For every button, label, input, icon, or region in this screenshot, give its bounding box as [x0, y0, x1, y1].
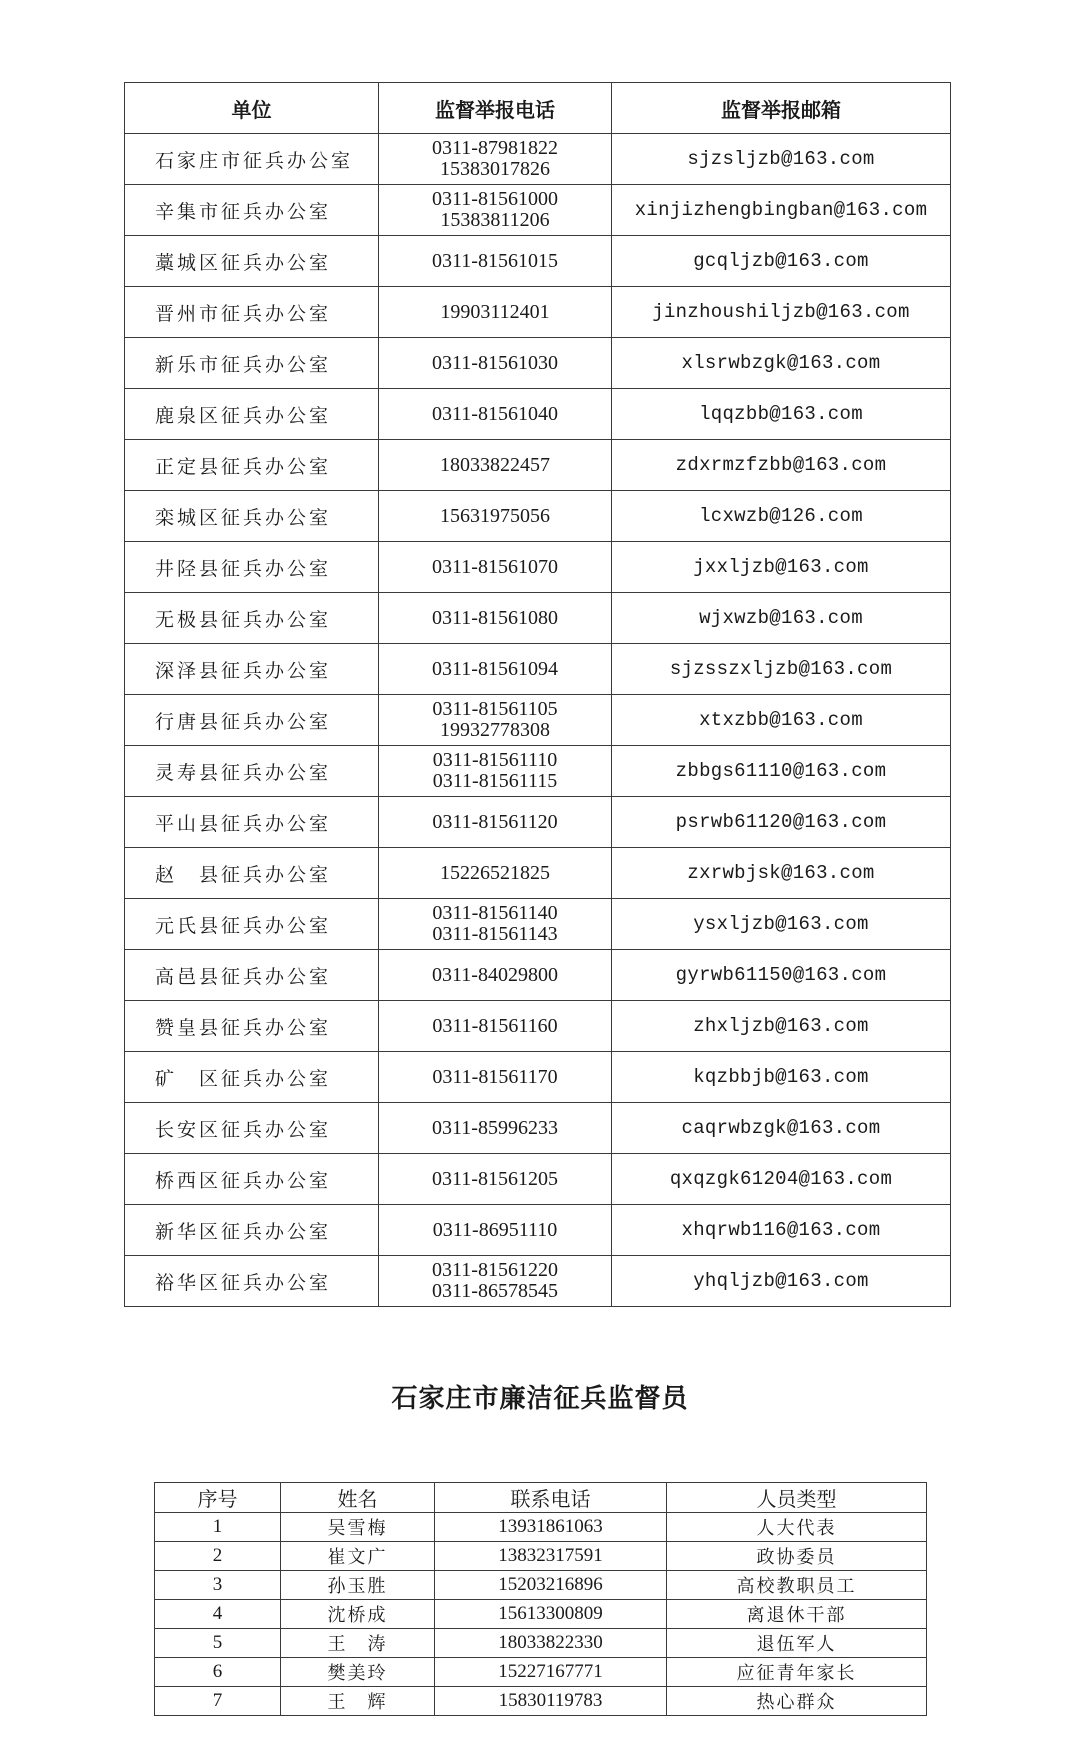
- table-row: [155, 1687, 927, 1716]
- phone-number: 0311-87981822: [432, 137, 558, 159]
- table-header: [155, 1483, 927, 1513]
- unit-cell: 新乐市征兵办公室: [125, 338, 379, 389]
- contact-phone-cell: 13832317591: [435, 1542, 667, 1571]
- phone-cell: [379, 593, 612, 644]
- email-cell: jinzhoushiljzb@163.com: [612, 287, 951, 338]
- unit-cell: 长安区征兵办公室: [125, 1103, 379, 1154]
- phone-number: 0311-81561000: [432, 188, 558, 210]
- table-header: [125, 83, 951, 134]
- table-row: [155, 1571, 927, 1600]
- supervisors-table: [154, 1482, 927, 1716]
- email-cell: lcxwzb@126.com: [612, 491, 951, 542]
- header-person-type: 人员类型: [667, 1483, 927, 1513]
- phone-number: 0311-84029800: [432, 963, 558, 986]
- unit-cell: 井陉县征兵办公室: [125, 542, 379, 593]
- unit-cell: 裕华区征兵办公室: [125, 1256, 379, 1307]
- email-cell: kqzbbjb@163.com: [612, 1052, 951, 1103]
- table-row: [155, 1513, 927, 1542]
- unit-cell: 矿 区征兵办公室: [125, 1052, 379, 1103]
- table-row: [125, 134, 951, 185]
- person-type-cell: 高校教职员工: [667, 1571, 927, 1600]
- email-cell: psrwb61120@163.com: [612, 797, 951, 848]
- name-cell: 崔文广: [281, 1542, 435, 1571]
- phone-number: 0311-81561110: [432, 749, 558, 771]
- name-cell: 王 涛: [281, 1629, 435, 1658]
- person-type-cell: 离退休干部: [667, 1600, 927, 1629]
- phone-cell: [379, 1154, 612, 1205]
- unit-cell: 晋州市征兵办公室: [125, 287, 379, 338]
- table-row: [125, 236, 951, 287]
- phone-number: 15631975056: [440, 504, 550, 527]
- number-cell: 6: [155, 1658, 281, 1687]
- unit-cell: 行唐县征兵办公室: [125, 695, 379, 746]
- phone-cell: [379, 287, 612, 338]
- phone-number: 19903112401: [440, 300, 550, 323]
- unit-cell: 无极县征兵办公室: [125, 593, 379, 644]
- email-cell: xinjizhengbingban@163.com: [612, 185, 951, 236]
- unit-cell: 石家庄市征兵办公室: [125, 134, 379, 185]
- table-row: [155, 1600, 927, 1629]
- table-row: [125, 797, 951, 848]
- person-type-cell: 热心群众: [667, 1687, 927, 1716]
- header-name: 姓名: [281, 1483, 435, 1513]
- contact-phone-cell: 18033822330: [435, 1629, 667, 1658]
- name-cell: 孙玉胜: [281, 1571, 435, 1600]
- unit-cell: 赵 县征兵办公室: [125, 848, 379, 899]
- unit-cell: 元氏县征兵办公室: [125, 899, 379, 950]
- table-row: [125, 1205, 951, 1256]
- email-cell: xtxzbb@163.com: [612, 695, 951, 746]
- phone-cell: [379, 1001, 612, 1052]
- table-row: [125, 1001, 951, 1052]
- table-row: [125, 746, 951, 797]
- phone-number-secondary: 0311-81561143: [432, 923, 558, 945]
- table-row: [155, 1629, 927, 1658]
- contact-phone-cell: 13931861063: [435, 1513, 667, 1542]
- table-row: [125, 848, 951, 899]
- name-cell: 王 辉: [281, 1687, 435, 1716]
- number-cell: 2: [155, 1542, 281, 1571]
- phone-cell: [379, 746, 612, 797]
- phone-cell: [379, 1205, 612, 1256]
- phone-number-secondary: 0311-86578545: [432, 1280, 558, 1302]
- table-row: [125, 1256, 951, 1307]
- person-type-cell: 退伍军人: [667, 1629, 927, 1658]
- unit-cell: 平山县征兵办公室: [125, 797, 379, 848]
- unit-cell: 深泽县征兵办公室: [125, 644, 379, 695]
- unit-cell: 赞皇县征兵办公室: [125, 1001, 379, 1052]
- phone-cell: [379, 338, 612, 389]
- phone-cell: [379, 542, 612, 593]
- phone-cell: [379, 899, 612, 950]
- phone-cell: [379, 236, 612, 287]
- phone-number-secondary: 19932778308: [440, 719, 550, 741]
- phone-cell: [379, 644, 612, 695]
- table-row: [155, 1658, 927, 1687]
- phone-number: 0311-81561205: [432, 1167, 558, 1190]
- email-cell: zbbgs61110@163.com: [612, 746, 951, 797]
- header-number: 序号: [155, 1483, 281, 1513]
- contact-phone-cell: 15227167771: [435, 1658, 667, 1687]
- phone-number: 0311-85996233: [432, 1116, 558, 1139]
- email-cell: xlsrwbzgk@163.com: [612, 338, 951, 389]
- email-cell: lqqzbb@163.com: [612, 389, 951, 440]
- email-cell: zhxljzb@163.com: [612, 1001, 951, 1052]
- unit-cell: 鹿泉区征兵办公室: [125, 389, 379, 440]
- phone-cell: [379, 950, 612, 1001]
- email-cell: ysxljzb@163.com: [612, 899, 951, 950]
- phone-cell: [379, 797, 612, 848]
- unit-cell: 新华区征兵办公室: [125, 1205, 379, 1256]
- supervision-contact-table: [124, 82, 951, 1307]
- phone-cell: [379, 695, 612, 746]
- email-cell: gyrwb61150@163.com: [612, 950, 951, 1001]
- table-row: [125, 287, 951, 338]
- person-type-cell: 人大代表: [667, 1513, 927, 1542]
- table-row: [125, 440, 951, 491]
- phone-number: 0311-81561170: [432, 1065, 558, 1088]
- header-email: 监督举报邮箱: [612, 83, 951, 134]
- name-cell: 樊美玲: [281, 1658, 435, 1687]
- table-row: [125, 338, 951, 389]
- number-cell: 7: [155, 1687, 281, 1716]
- header-contact-phone: 联系电话: [435, 1483, 667, 1513]
- phone-number-secondary: 15383017826: [440, 158, 550, 180]
- unit-cell: 藁城区征兵办公室: [125, 236, 379, 287]
- email-cell: sjzsljzb@163.com: [612, 134, 951, 185]
- contact-phone-cell: 15203216896: [435, 1571, 667, 1600]
- contact-phone-cell: 15830119783: [435, 1687, 667, 1716]
- table-row: [125, 644, 951, 695]
- contact-phone-cell: 15613300809: [435, 1600, 667, 1629]
- unit-cell: 辛集市征兵办公室: [125, 185, 379, 236]
- header-phone: 监督举报电话: [379, 83, 612, 134]
- number-cell: 4: [155, 1600, 281, 1629]
- phone-number: 0311-81561160: [432, 1014, 558, 1037]
- phone-number-secondary: 0311-81561115: [432, 770, 558, 792]
- email-cell: gcqljzb@163.com: [612, 236, 951, 287]
- email-cell: yhqljzb@163.com: [612, 1256, 951, 1307]
- phone-number: 0311-81561105: [432, 698, 558, 720]
- phone-number: 0311-81561030: [432, 351, 558, 374]
- table-row: [125, 185, 951, 236]
- name-cell: 吴雪梅: [281, 1513, 435, 1542]
- email-cell: qxqzgk61204@163.com: [612, 1154, 951, 1205]
- phone-number-secondary: 15383811206: [440, 209, 550, 231]
- unit-cell: 正定县征兵办公室: [125, 440, 379, 491]
- unit-cell: 桥西区征兵办公室: [125, 1154, 379, 1205]
- table-row: [125, 695, 951, 746]
- phone-number: 0311-81561094: [432, 657, 558, 680]
- email-cell: xhqrwb116@163.com: [612, 1205, 951, 1256]
- person-type-cell: 应征青年家长: [667, 1658, 927, 1687]
- table-row: [125, 950, 951, 1001]
- phone-number: 0311-81561040: [432, 402, 558, 425]
- phone-number: 0311-81561220: [432, 1259, 558, 1281]
- email-cell: zxrwbjsk@163.com: [612, 848, 951, 899]
- table-row: [125, 899, 951, 950]
- phone-cell: [379, 134, 612, 185]
- email-cell: caqrwbzgk@163.com: [612, 1103, 951, 1154]
- phone-number: 18033822457: [440, 453, 550, 476]
- table-row: [125, 542, 951, 593]
- phone-number: 0311-81561070: [432, 555, 558, 578]
- table-row: [155, 1542, 927, 1571]
- unit-cell: 栾城区征兵办公室: [125, 491, 379, 542]
- header-unit: 单位: [125, 83, 379, 134]
- person-type-cell: 政协委员: [667, 1542, 927, 1571]
- number-cell: 1: [155, 1513, 281, 1542]
- unit-cell: 高邑县征兵办公室: [125, 950, 379, 1001]
- phone-cell: [379, 185, 612, 236]
- phone-number: 0311-86951110: [432, 1218, 558, 1241]
- email-cell: wjxwzb@163.com: [612, 593, 951, 644]
- phone-cell: [379, 1052, 612, 1103]
- phone-number: 0311-81561120: [432, 810, 558, 833]
- email-cell: zdxrmzfzbb@163.com: [612, 440, 951, 491]
- table-row: [125, 1052, 951, 1103]
- name-cell: 沈桥成: [281, 1600, 435, 1629]
- number-cell: 3: [155, 1571, 281, 1600]
- table-row: [125, 593, 951, 644]
- table-row: [125, 1154, 951, 1205]
- email-cell: jxxljzb@163.com: [612, 542, 951, 593]
- phone-number: 15226521825: [440, 861, 550, 884]
- phone-number: 0311-81561015: [432, 249, 558, 272]
- unit-cell: 灵寿县征兵办公室: [125, 746, 379, 797]
- phone-cell: [379, 491, 612, 542]
- phone-cell: [379, 1256, 612, 1307]
- phone-cell: [379, 1103, 612, 1154]
- number-cell: 5: [155, 1629, 281, 1658]
- email-cell: sjzsszxljzb@163.com: [612, 644, 951, 695]
- supervisors-title: 石家庄市廉洁征兵监督员: [391, 1384, 689, 1414]
- phone-number: 0311-81561140: [432, 902, 558, 924]
- phone-cell: [379, 440, 612, 491]
- table-row: [125, 389, 951, 440]
- table-row: [125, 1103, 951, 1154]
- table-row: [125, 491, 951, 542]
- phone-number: 0311-81561080: [432, 606, 558, 629]
- phone-cell: [379, 848, 612, 899]
- phone-cell: [379, 389, 612, 440]
